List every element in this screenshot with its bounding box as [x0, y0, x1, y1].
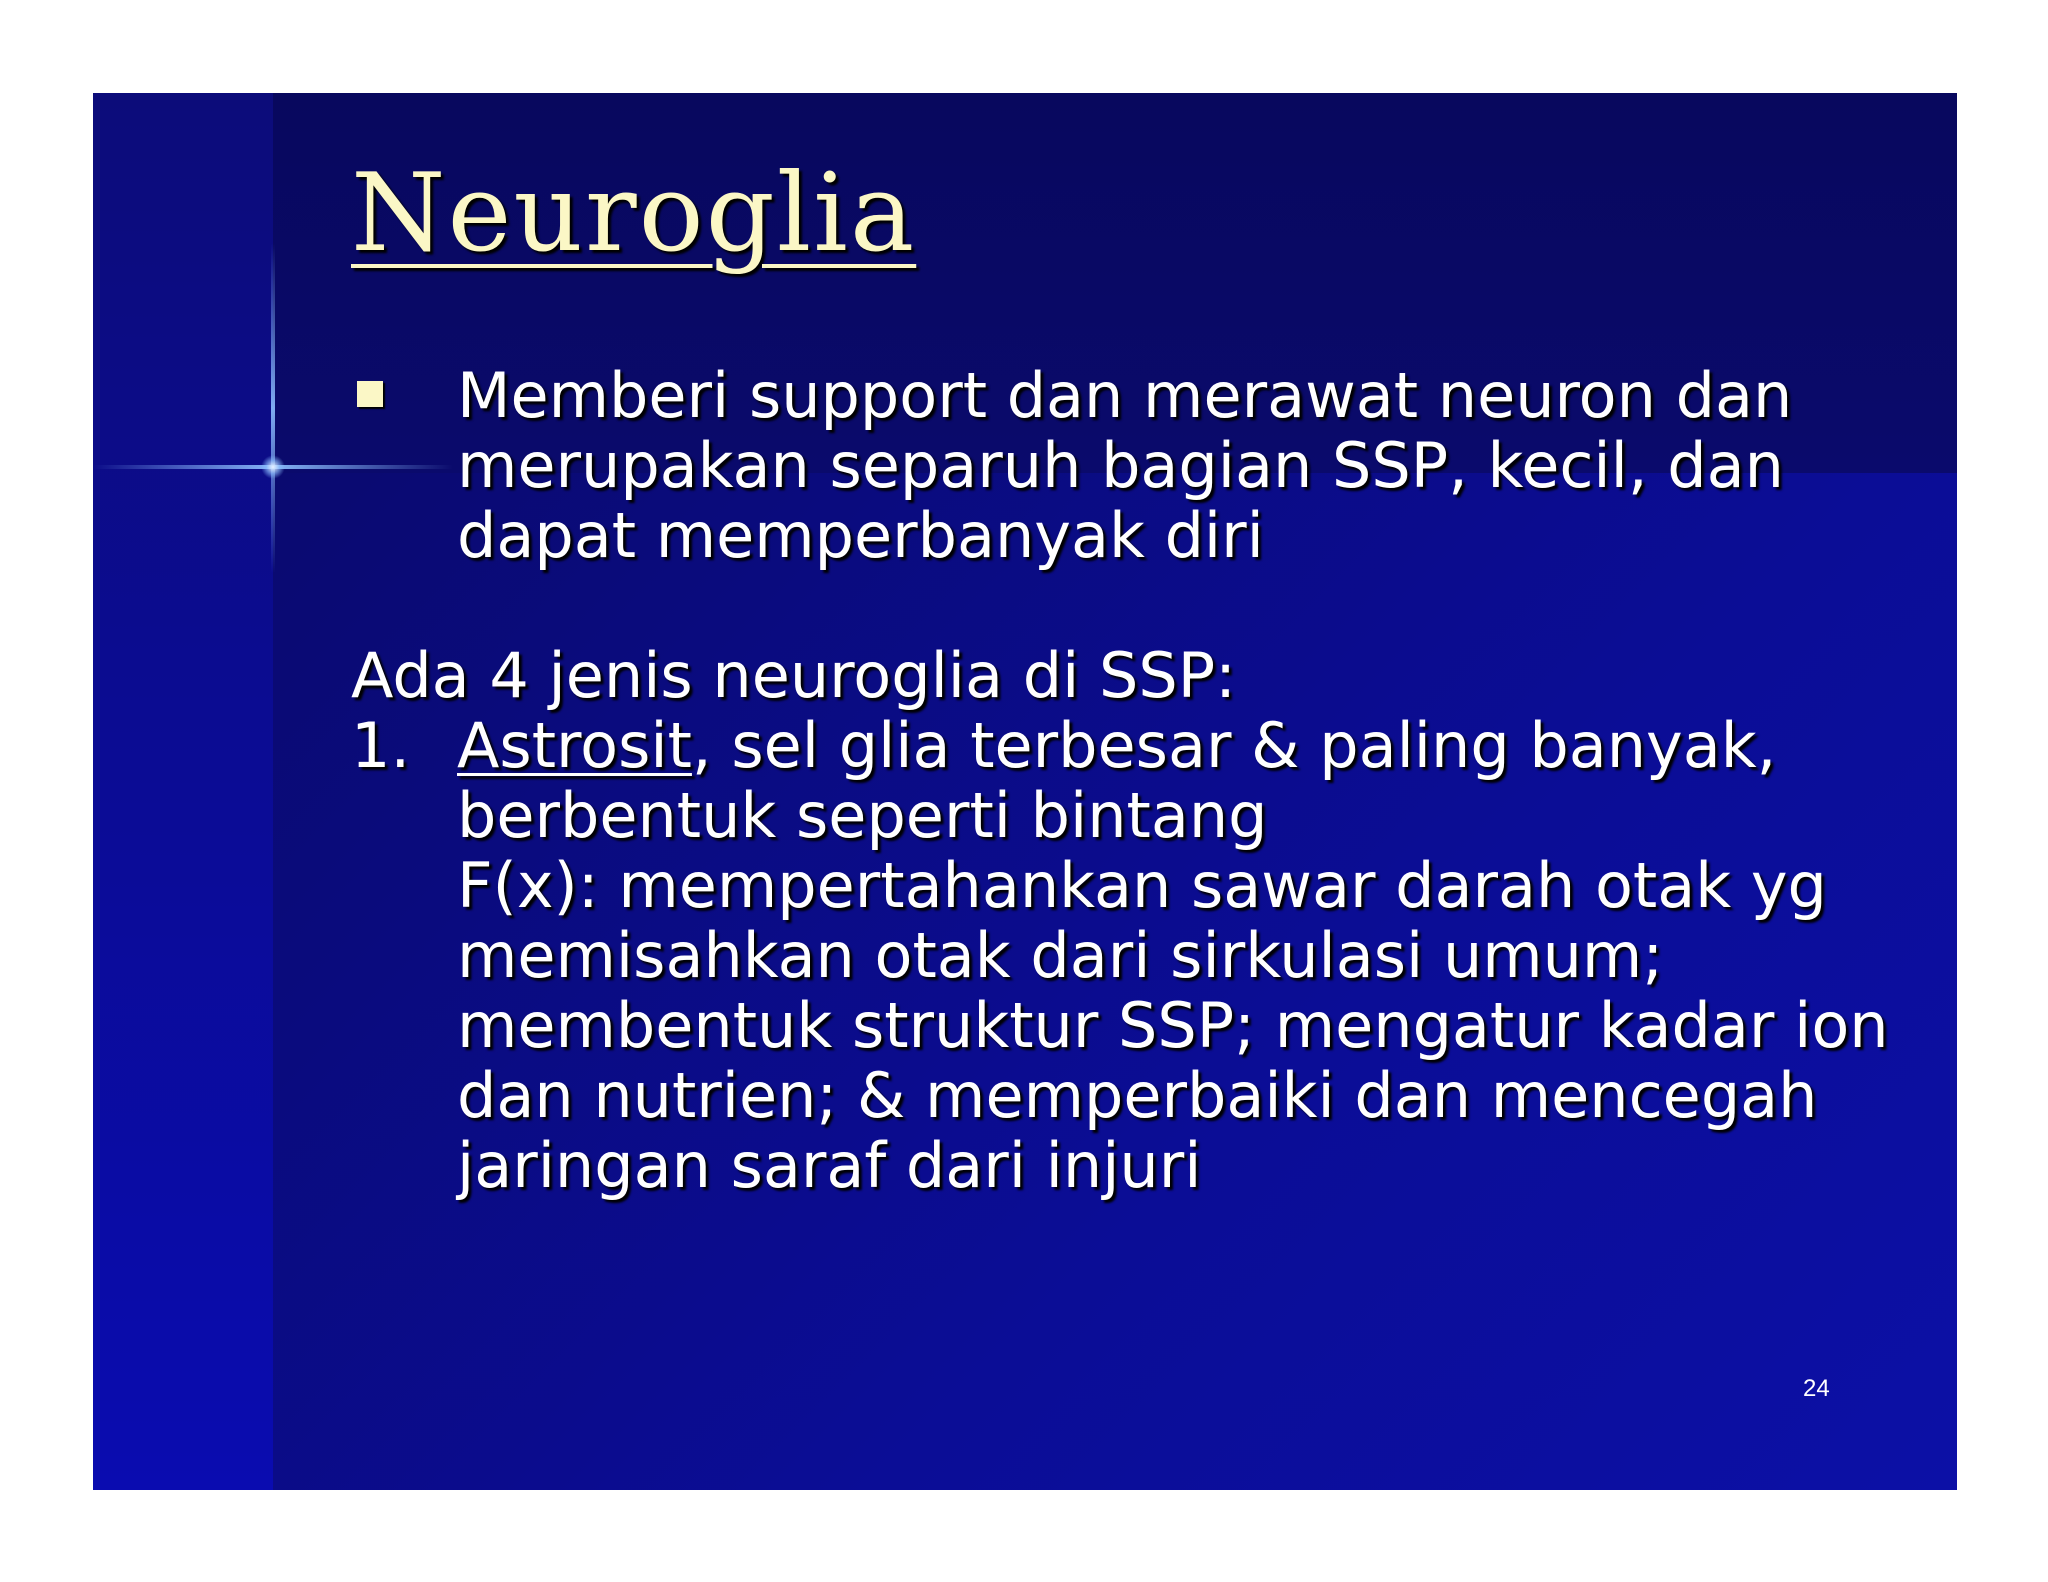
bullet-text: Memberi support dan merawat neuron dan merupakan separuh bagian SSP, kecil, dan dapat memperbanyak diri	[457, 359, 1793, 572]
sparkle-core-decoration	[261, 455, 285, 479]
slide-title: Neuroglia	[351, 151, 917, 276]
square-bullet-icon	[357, 381, 383, 407]
term-description: , sel glia terbesar & paling banyak, berbentuk seperti bintang	[457, 709, 1777, 852]
intro-text: Ada 4 jenis neuroglia di SSP:	[351, 639, 1237, 712]
page-number: 24	[1803, 1375, 1830, 1402]
term-astrosit: Astrosit	[457, 709, 692, 782]
numbered-list-item	[351, 711, 1931, 1201]
slide	[93, 93, 1957, 1490]
function-text: F(x): mempertahankan sawar darah otak yg memisahkan otak dari sirkulasi umum; membentuk struktur SSP; mengatur kadar ion dan nutrien; & memperbaiki dan mencegah jaringan saraf dari injuri	[457, 849, 1889, 1202]
sparkle-vertical-decoration	[271, 243, 275, 573]
list-number: 1.	[351, 709, 411, 782]
bullet-item	[351, 361, 1931, 571]
slide-body	[351, 361, 1931, 1201]
left-band-decoration	[93, 93, 273, 1490]
